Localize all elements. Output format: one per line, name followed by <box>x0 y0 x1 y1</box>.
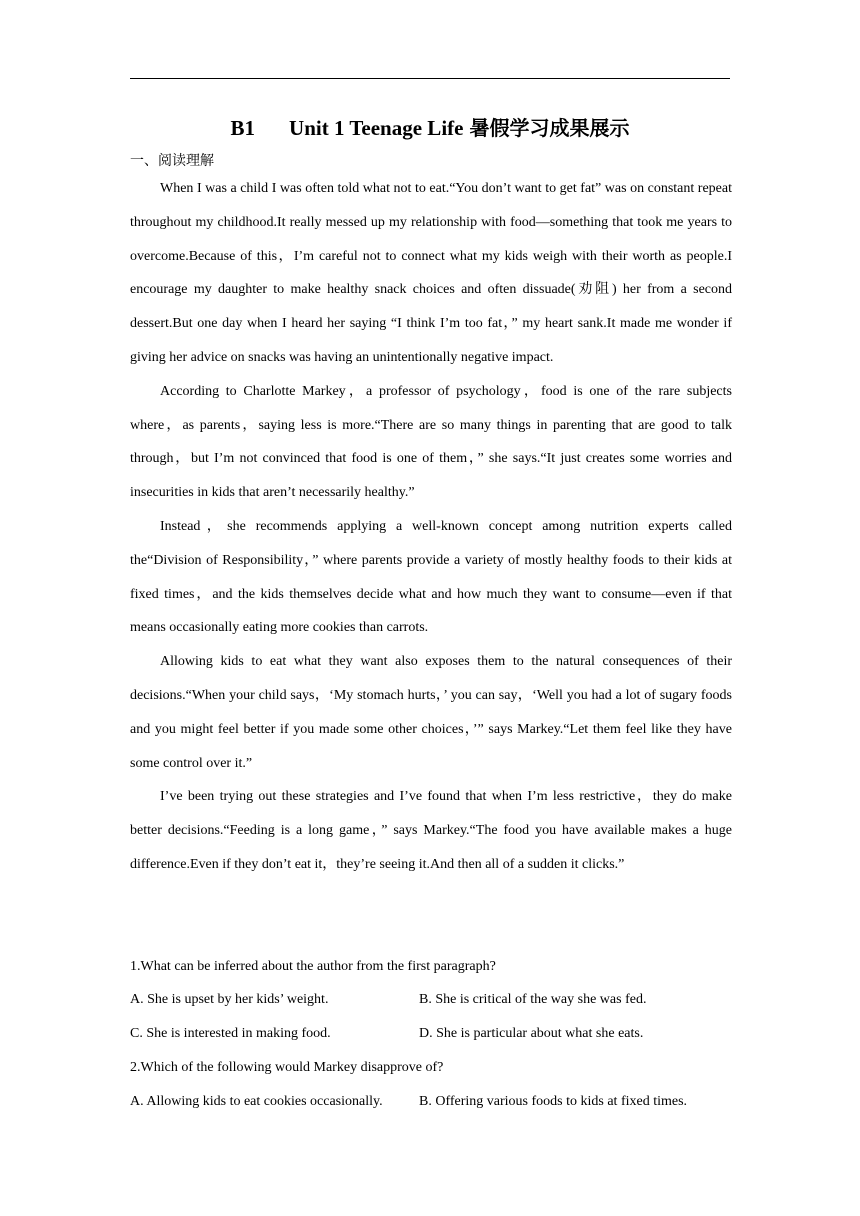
question-2-stem: 2.Which of the following would Markey disapprove of? <box>130 1060 444 1075</box>
passage-paragraph-1: When I was a child I was often told what not to eat.“You don’t want to get fat” was on constant repeat throughout my childhood.It really messed up my relationship with food—something that took me years to overcome.Because of this，I’m careful not to connect what my kids weigh with their worth as people.I encourage my daughter to make healthy snack choices and often dissuade(劝阻) her from a second dessert.But one day when I heard her saying “I think I’m too fat，” my heart sank.It made me wonder if giving her advice on snacks was having an unintentionally negative impact. <box>130 181 732 365</box>
section-heading: 一、阅读理解 <box>130 153 214 169</box>
question-1-option-c: C. She is interested in making food. <box>130 1026 331 1041</box>
question-1-stem: 1.What can be inferred about the author from the first paragraph? <box>130 959 496 974</box>
passage-paragraph-4: Allowing kids to eat what they want also exposes them to the natural consequences of their decisions.“When your child says，‘My stomach hurts，’ you can say，‘Well you had a lot of sugary foods and you might feel better if you made some other choices，’” says Markey.“Let them feel like they have some control over it.” <box>130 654 732 771</box>
title-code: B1 <box>230 116 256 140</box>
document-title <box>130 112 730 144</box>
question-1-option-d: D. She is particular about what she eats. <box>419 1026 644 1041</box>
title-unit: Unit 1 Teenage Life <box>289 116 464 140</box>
question-1-option-b: B. She is critical of the way she was fed. <box>419 992 647 1007</box>
passage-paragraph-5: I’ve been trying out these strategies and I’ve found that when I’m less restrictive，they do make better decisions.“Feeding is a long game，” says Markey.“The food you have available makes a huge difference.Even if they don’t eat it，they’re seeing it.And then all of a sudden it clicks.” <box>130 789 732 872</box>
header-rule <box>130 78 730 79</box>
question-2-option-a: A. Allowing kids to eat cookies occasionally. <box>130 1094 383 1109</box>
title-chinese: 暑假学习成果展示 <box>469 116 630 140</box>
question-1-option-a: A. She is upset by her kids’ weight. <box>130 992 329 1007</box>
reading-passage <box>130 172 732 882</box>
question-2-option-b: B. Offering various foods to kids at fixed times. <box>419 1094 688 1109</box>
passage-paragraph-2: According to Charlotte Markey，a professor of psychology，food is one of the rare subjects where，as parents，saying less is more.“There are so many things in parenting that are good to talk through，but I’m not convinced that food is one of them，” she says.“It just creates some worries and insecurities in kids that aren’t necessarily healthy.” <box>130 383 732 501</box>
passage-paragraph-3: Instead，she recommends applying a well-known concept among nutrition experts called the“Division of Responsibility，” where parents provide a variety of mostly healthy foods to their kids at fixed times，and the kids themselves decide what and how much they want to consume—even if that means occasionally eating more cookies than carrots. <box>130 518 732 636</box>
